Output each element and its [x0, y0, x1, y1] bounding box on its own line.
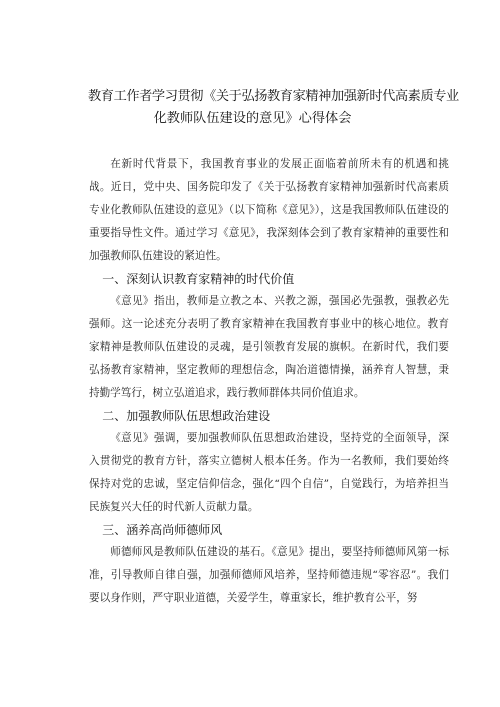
- document-title: [60, 86, 459, 130]
- section-1-heading: 一、深刻认识教育家精神的时代价值: [102, 272, 295, 286]
- section-3-paragraph: 师德师风是教师队伍建设的基石。《意见》提出，要坚持师德师风第一标准，引导教师自律自强，加强师德师风培养，坚持师德违规“零容忍”。我们要以身作则，严守职业道德，关爱学生，尊重家长，维护教育公平，努: [89, 546, 449, 604]
- title-line-2: 化教师队伍建设的意见》心得体会: [153, 111, 352, 126]
- title-line-1: 教育工作者学习贯彻《关于弘扬教育家精神加强新时代高素质专业: [88, 89, 459, 104]
- section-1-paragraph: 《意见》指出，教师是立教之本、兴教之源，强国必先强教，强教必先强师。这一论述充分表明了教育家精神在我国教育事业中的核心地位。教育家精神是教师队伍建设的灵魂，是引领教育发展的旗帜。在新时代，我们要弘扬教育家精神，坚定教师的理想信念，陶冶道德情操，涵养育人智慧，秉持勤学笃行，树立弘道追求，践行教师群体共同价值追求。: [89, 295, 449, 399]
- section-2-heading: 二、加强教师队伍思想政治建设: [102, 409, 271, 423]
- section-2-paragraph: 《意见》强调，要加强教师队伍思想政治建设，坚持党的全面领导，深入贯彻党的教育方针，落实立德树人根本任务。作为一名教师，我们要始终保持对党的忠诚，坚定信仰信念，强化“四个自信”，自觉践行，为培养担当民族复兴大任的时代新人贡献力量。: [89, 432, 449, 513]
- document-body: [89, 153, 449, 610]
- intro-paragraph: 在新时代背景下，我国教育事业的发展正面临着前所未有的机遇和挑战。近日，党中央、国务院印发了《关于弘扬教育家精神加强新时代高素质专业化教师队伍建设的意见》（以下简称《意见》），这是我国教师队伍建设的重要指导性文件。通过学习《意见》，我深刻体会到了教育家精神的重要性和加强教师队伍建设的紧迫性。: [89, 158, 449, 262]
- section-3-heading: 三、涵养高尚师德师风: [102, 523, 223, 537]
